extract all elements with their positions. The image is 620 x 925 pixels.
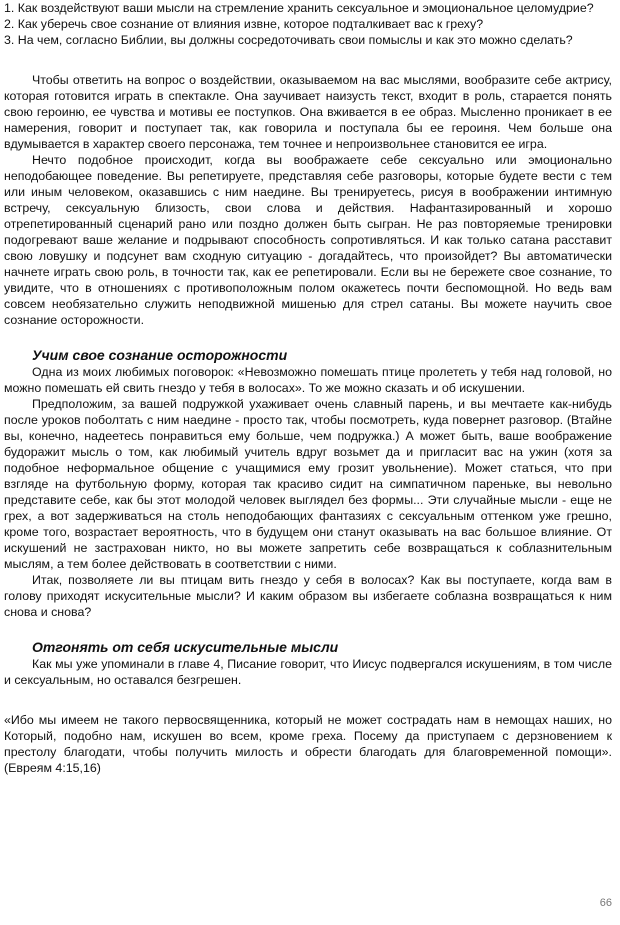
scripture-quote: «Ибо мы имеем не такого первосвященника, который не может сострадать нам в немощах наших, но Который, подобно нам, искушен во всем, кроме греха. Посему да приступаем с дерзновением к престолу благодати, чтобы получить милость и обрести благодать для благовременной помощи». (Евреям 4:15,16) [4,713,612,775]
question-list [4,0,612,48]
body-paragraph: Как мы уже упоминали в главе 4, Писание говорит, что Иисус подвергался искушениям, в том числе и сексуальным, но оставался безгрешен. [4,657,612,687]
body-paragraph: Итак, позволяете ли вы птицам вить гнездо у себя в волосах? Как вы поступаете, когда вам в голову приходят искусительные мысли? И каким образом вы избегаете соблазна возвращаться к ним снова и снова? [4,573,612,619]
body-paragraph: Нечто подобное происходит, когда вы воображаете себе сексуально или эмоционально неподобающее поведение. Вы репетируете, представляя себе разговоры, которые будете вести с тем или иным человеком, оказавшись с ним наедине. Вы тренируетесь, рисуя в воображении интимную встречу, сексуальную близость, свои слова и действия. Нафантазированный и хорошо отрепетированный сценарий рано или поздно должен быть сыгран. Не раз повторяемые тренировки подогревают ваше желание и подрывают способность сопротивляться. И как только сатана расставит свою ловушку и подсунет вам сходную ситуацию - догадайтесь, что произойдет? Вы автоматически начнете играть свою роль, в точности так, как ее репетировали. Если вы не бережете свое сознание, то увидите, что в отношениях с противоположным полом окажетесь почти беспомощной. Но ведь вам совсем необязательно служить неподвижной мишенью для стрел сатаны. Вы можете научить свое сознание осторожности. [4,153,612,327]
body-paragraph: Одна из моих любимых поговорок: «Невозможно помешать птице пролететь у тебя над головой, но можно помешать ей свить гнездо у тебя в волосах». То же можно сказать и об искушении. [4,365,612,395]
body-paragraph: Чтобы ответить на вопрос о воздействии, оказываемом на вас мыслями, вообразите себе актрису, которая готовится играть в спектакле. Она заучивает наизусть текст, входит в роль, старается понять свою героиню, ее чувства и мотивы ее поступков. Она вживается в ее образ. Мысленно проникает в ее намерения, говорит и поступает так, как говорила и поступала бы ее героиня. Чем больше она вдумывается в характер своего персонажа, тем точнее и непроизвольнее становится ее игра. [4,73,612,151]
question-item: 1. Как воздействуют ваши мысли на стремление хранить сексуальное и эмоциональное целомудрие? [4,1,594,15]
section-heading: Отгонять от себя искусительные мысли [32,639,339,655]
page-number: 66 [599,897,612,909]
body-paragraph: Предположим, за вашей подружкой ухаживает очень славный парень, и вы мечтаете как-нибудь после уроков поболтать с ним наедине - просто так, чтобы посмотреть, куда повернет разговор. (Втайне вы, конечно, надеетесь понравиться ему больше, чем подружка.) А может быть, ваше воображение будоражит мысль о том, как любимый учитель вдруг возьмет да и пригласит вас на ужин (хотя за подобное неформальное общение с учащимися ему грозит увольнение). Может статься, что при взгляде на футбольную форму, которая так красиво сидит на симпатичном пареньке, вы невольно представите себе, как бы этот молодой человек выглядел без формы... Эти случайные мысли - еще не грех, а вот задерживаться на столь неподобающих фантазиях с сексуальным оттенком уже грешно, кроме того, возрастает вероятность, что в будущем они станут оказывать на вас большое влияние. От искушений не застрахован никто, но вы можете запретить себе возвращаться к соблазнительным мыслям, а тем более действовать в соответствии с ними. [4,397,612,571]
section-heading: Учим свое сознание осторожности [32,347,288,363]
question-item: 2. Как уберечь свое сознание от влияния извне, которое подталкивает вас к греху? [4,17,484,31]
question-item: 3. На чем, согласно Библии, вы должны сосредоточивать свои помыслы и как это можно сделать? [4,33,573,47]
